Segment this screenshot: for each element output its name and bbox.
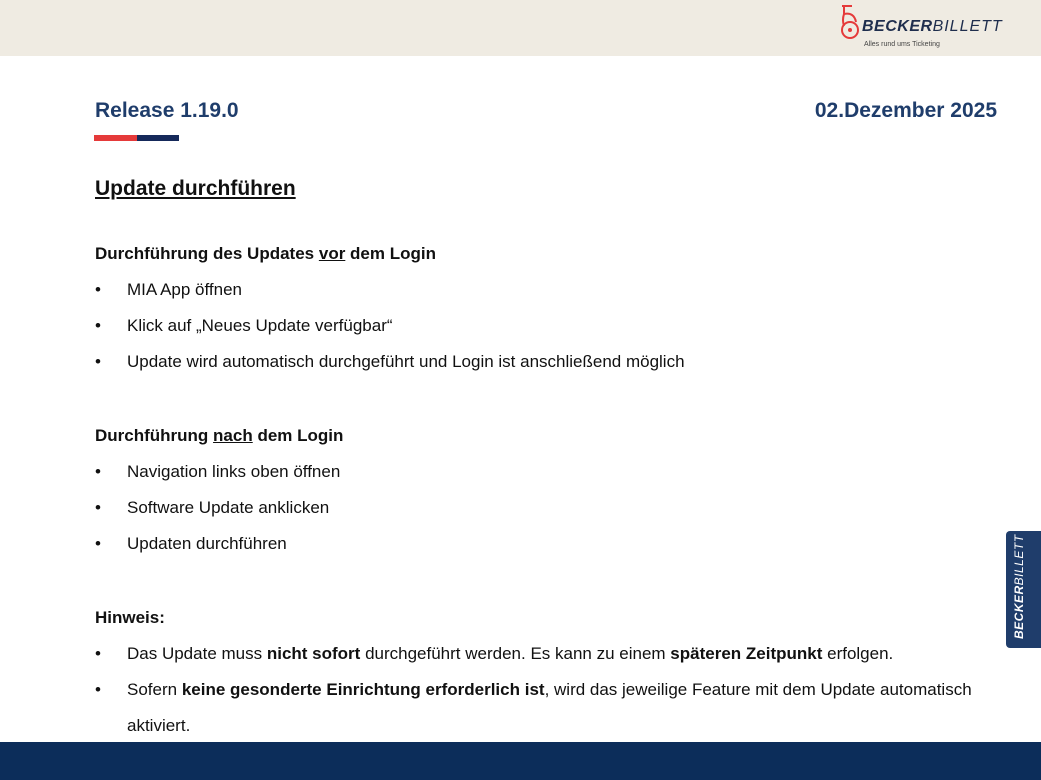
- section-after-login-title: Durchführung nach dem Login: [95, 426, 344, 445]
- logo-wordmark: BECKERBILLETT: [862, 18, 1003, 35]
- list-item: • MIA App öffnen: [95, 272, 975, 308]
- page-heading: Update durchführen: [95, 177, 296, 200]
- logo-mark-icon: [838, 4, 864, 40]
- list-item: • Updaten durchführen: [95, 526, 975, 562]
- title-underline: [94, 135, 179, 141]
- hint-list: [95, 636, 975, 744]
- list-item: • Navigation links oben öffnen: [95, 454, 975, 490]
- side-tab-label: BECKERBILLETT: [1012, 534, 1026, 639]
- list-item: • Software Update anklicken: [95, 490, 975, 526]
- underline-red-segment: [94, 135, 137, 141]
- underline-navy-segment: [137, 135, 179, 141]
- list-item: • Klick auf „Neues Update verfügbar“: [95, 308, 975, 344]
- list-item: • Update wird automatisch durchgeführt und Login ist anschließend möglich: [95, 344, 975, 380]
- logo-tagline: Alles rund ums Ticketing: [864, 41, 940, 48]
- list-item: • Sofern keine gesonderte Einrichtung erforderlich ist, wird das jeweilige Feature mit dem Update automatisch aktiviert.: [95, 672, 975, 744]
- section-before-login-title: Durchführung des Updates vor dem Login: [95, 244, 436, 263]
- header-bar: [0, 0, 1041, 56]
- hint-title: Hinweis:: [95, 608, 165, 627]
- release-title: Release 1.19.0: [95, 99, 239, 122]
- list-item: • Das Update muss nicht sofort durchgeführt werden. Es kann zu einem späteren Zeitpunkt erfolgen.: [95, 636, 975, 672]
- section-before-login-list: [95, 272, 975, 380]
- becker-billett-logo: [838, 4, 1003, 52]
- footer-bar: [0, 742, 1041, 780]
- release-date: 02.Dezember 2025: [814, 99, 997, 122]
- section-after-login-list: [95, 454, 975, 562]
- side-tab[interactable]: [1006, 531, 1041, 648]
